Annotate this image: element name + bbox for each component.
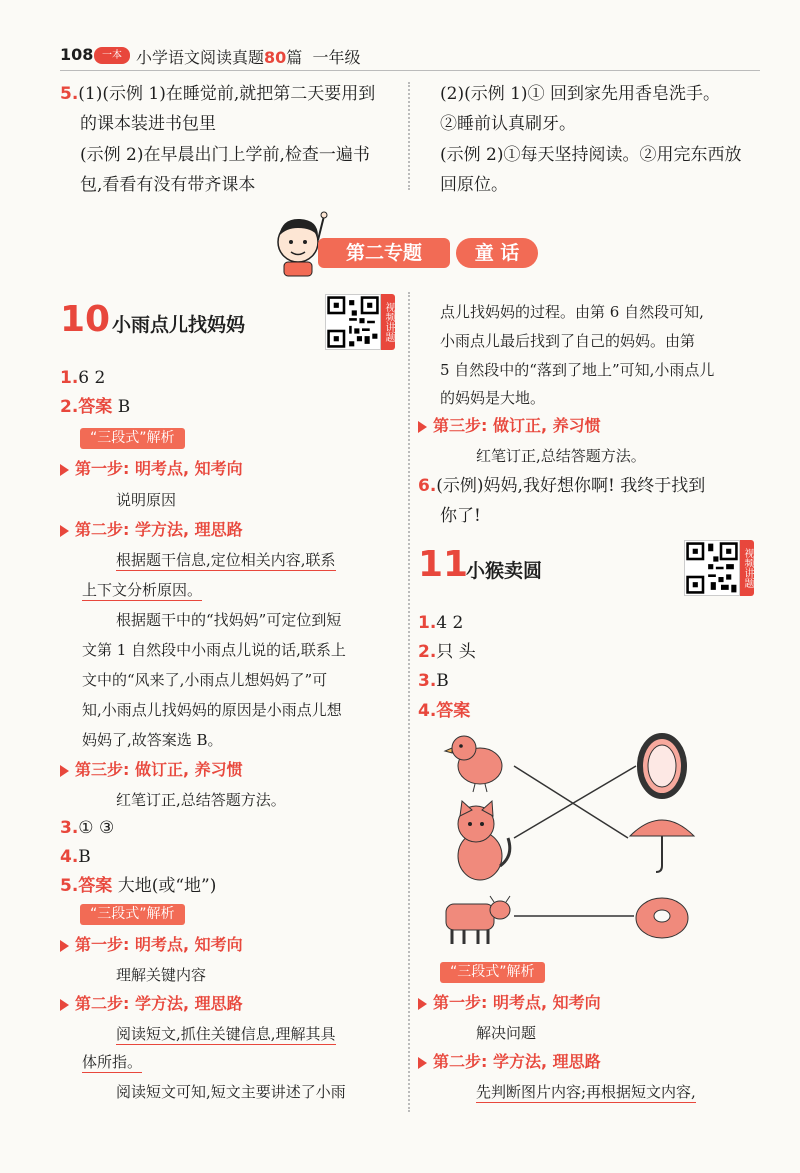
l10-step3: 第三步: 做订正, 养习惯 — [60, 758, 243, 782]
l10-r-p2: 小雨点儿最后找到了自己的妈妈。由第 — [440, 332, 696, 350]
l10-r-p1: 点儿找妈妈的过程。由第 6 自然段可知, — [440, 303, 704, 321]
l10-step2: 第二步: 学方法, 理思路 — [60, 518, 243, 542]
l10-b-p1: 阅读短文可知,短文主要讲述了小雨 — [116, 1083, 346, 1101]
cow-icon — [446, 896, 510, 944]
l11-step2: 第二步: 学方法, 理思路 — [418, 1050, 601, 1074]
book-title: 小学语文阅读真题80篇 一年级 — [136, 48, 361, 67]
l10-r-step3-text: 红笔订正,总结答题方法。 — [476, 447, 646, 465]
top-q5-right1: (2)(示例 1)① 回到家先用香皂洗手。 — [440, 84, 720, 104]
l11-q3: 3.B — [418, 671, 449, 691]
l10-b-step2: 第二步: 学方法, 理思路 — [60, 992, 243, 1016]
l10-q5: 5.答案 大地(或“地”) — [60, 876, 217, 896]
lesson11-number: 11 — [418, 544, 469, 585]
top-q5-line3: (示例 2)在早晨出门上学前,检查一遍书 — [80, 145, 370, 165]
banner-topic: 第二专题 — [318, 238, 450, 268]
l11-q4: 4.答案 — [418, 701, 471, 721]
brand-logo: 一本 — [94, 47, 130, 64]
l10-analysis-tag: “三段式”解析 — [80, 428, 185, 449]
l11-step1: 第一步: 明考点, 知考向 — [418, 991, 601, 1015]
l10-step2-p3: 文中的“风来了,小雨点儿想妈妈了”可 — [82, 671, 328, 689]
l10-r-p3: 5 自然段中的“落到了地上”可知,小雨点儿 — [440, 361, 715, 379]
column-divider-top — [408, 82, 410, 190]
l10-b-u2: 体所指。 — [82, 1053, 143, 1071]
l10-step1: 第一步: 明考点, 知考向 — [60, 457, 243, 481]
l10-step2-p5: 妈妈了,故答案选 B。 — [82, 731, 223, 749]
top-q5-line2: 的课本装进书包里 — [80, 114, 216, 134]
l10-b-u1: 阅读短文,抓住关键信息,理解其具 — [116, 1025, 336, 1043]
chick-icon — [445, 736, 502, 792]
matching-figure — [430, 726, 750, 956]
l10-r-p4: 的妈妈是大地。 — [440, 389, 546, 407]
page-number: 108 — [60, 45, 94, 64]
l11-step2-u1: 先判断图片内容;再根据短文内容, — [476, 1083, 696, 1101]
lesson11-qr-label: 视频讲题 — [740, 540, 754, 596]
l10-step2-p4: 知,小雨点儿找妈妈的原因是小雨点儿想 — [82, 701, 342, 719]
lesson10-qr-label: 视频讲题 — [381, 294, 395, 350]
mirror-icon — [640, 736, 684, 796]
l10-step2-p2: 文第 1 自然段中小雨点儿说的话,联系上 — [82, 641, 346, 659]
top-q5-right2: ②睡前认真刷牙。 — [440, 114, 576, 134]
l10-step2-u2: 上下文分析原因。 — [82, 581, 203, 599]
lesson10-title: 小雨点儿找妈妈 — [112, 314, 246, 336]
l10-b-step1-text: 理解关键内容 — [116, 966, 207, 984]
donut-icon — [636, 898, 688, 938]
top-q5-right4: 回原位。 — [440, 175, 508, 195]
l11-q2: 2.只 头 — [418, 642, 476, 662]
umbrella-icon — [630, 820, 694, 872]
top-q5-right3: (示例 2)①每天坚持阅读。②用完东西放 — [440, 145, 742, 165]
lesson10-number: 10 — [60, 299, 111, 340]
l11-analysis-tag: “三段式”解析 — [440, 962, 545, 983]
l10-analysis-tag2: “三段式”解析 — [80, 904, 185, 925]
cat-icon — [458, 801, 510, 880]
l10-step3-text: 红笔订正,总结答题方法。 — [116, 791, 286, 809]
lesson11-title: 小猴卖圆 — [466, 560, 543, 582]
l11-step1-text: 解决问题 — [476, 1024, 537, 1042]
l10-q6-line1: 6.(示例)妈妈,我好想你啊! 我终于找到 — [418, 476, 706, 496]
header-rule — [60, 70, 760, 71]
l10-r-step3: 第三步: 做订正, 养习惯 — [418, 414, 601, 438]
l10-q4: 4.B — [60, 847, 91, 867]
lesson11-qr-code[interactable] — [684, 540, 740, 596]
l10-q6-line2: 你了! — [440, 506, 481, 526]
l10-step1-text: 说明原因 — [116, 491, 177, 509]
l10-step2-p1: 根据题干中的“找妈妈”可定位到短 — [116, 611, 342, 629]
l11-q1: 1.4 2 — [418, 613, 464, 633]
l10-q2: 2.答案 B — [60, 397, 131, 417]
column-divider — [408, 292, 410, 1112]
top-q5-line1: 5.(1)(示例 1)在睡觉前,就把第二天要用到 — [60, 84, 376, 104]
l10-b-step1: 第一步: 明考点, 知考向 — [60, 933, 243, 957]
l10-q1: 1.6 2 — [60, 368, 106, 388]
l10-q3: 3.① ③ — [60, 818, 115, 838]
l10-step2-u1: 根据题干信息,定位相关内容,联系 — [116, 551, 336, 569]
banner-genre: 童 话 — [456, 238, 538, 268]
lesson10-qr-code[interactable] — [325, 294, 381, 350]
top-q5-line4: 包,看看有没有带齐课本 — [80, 175, 256, 195]
